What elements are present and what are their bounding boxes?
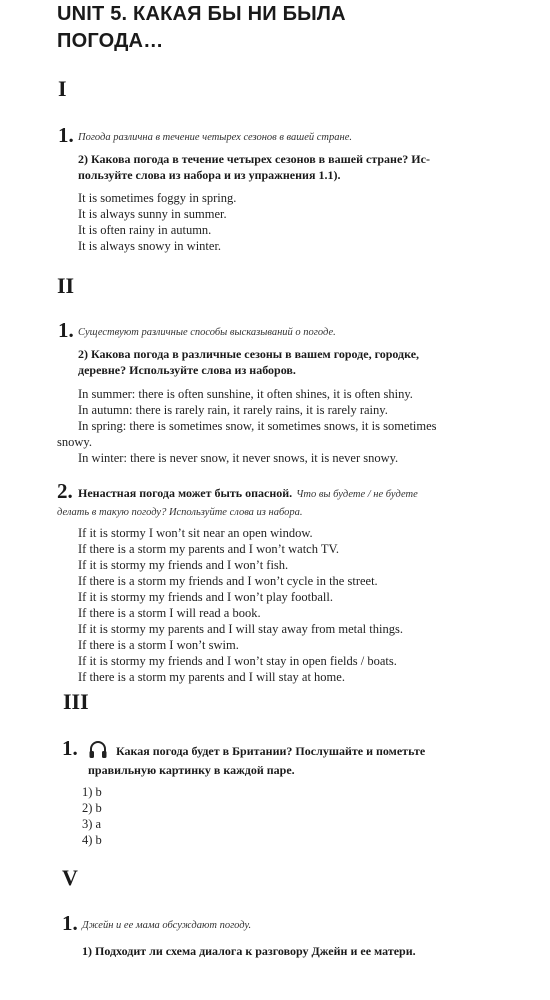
task-number: 1. — [58, 123, 74, 147]
task-instruction-bold: Ненастная погода может быть опасной. — [78, 486, 293, 500]
sub-question-line2: пользуйте слова из набора и из упражнения 1.1). — [78, 168, 341, 182]
answer-line: In winter: there is never snow, it never snows, it is never snowy. — [78, 451, 399, 465]
answer-line: If there is a storm my friends and I won’t cycle in the street. — [78, 574, 378, 588]
answer-list — [78, 190, 236, 254]
answer-line: It is sometimes foggy in spring. — [78, 191, 237, 205]
sub-question — [78, 346, 483, 378]
answer-line: In autumn: there is rarely rain, it rarely rains, it is rarely rainy. — [78, 403, 388, 417]
answer-line: If it is stormy my friends and I won’t stay in open fields / boats. — [78, 654, 397, 668]
answer-line: 4) b — [82, 833, 102, 847]
answer-line: 2) b — [82, 801, 102, 815]
answer-line: It is always sunny in summer. — [78, 207, 227, 221]
answer-list — [82, 784, 102, 848]
answer-line: If it is stormy I won’t sit near an open window. — [78, 526, 313, 540]
task-number: 1. — [58, 318, 74, 342]
answer-line: It is always snowy in winter. — [78, 239, 222, 253]
answer-line: snowy. — [57, 435, 92, 449]
unit-title-line1: UNIT 5. КАКАЯ БЫ НИ БЫЛА — [57, 3, 346, 25]
task-question-line2: правильную картинку в каждой паре. — [88, 763, 295, 777]
sub-question-line1: 2) Какова погода в течение четырех сезонов в вашей стране? Ис- — [78, 152, 430, 166]
unit-title-line2: ПОГОДА… — [57, 30, 164, 52]
unit-title — [57, 1, 497, 55]
answer-list — [57, 386, 482, 466]
task-number: 1. — [62, 911, 78, 935]
answer-line: 3) a — [82, 817, 102, 831]
task-instruction-line2: делать в такую погоду? Используйте слова из набора. — [57, 507, 303, 518]
task-number: 1. — [62, 736, 78, 760]
sub-question: 1) Подходит ли схема диалога к разговору Джейн и ее матери. — [82, 944, 416, 958]
section-heading-v: V — [62, 865, 78, 890]
answer-line: If it is stormy my friends and I won’t fish. — [78, 558, 289, 572]
answer-list — [78, 525, 403, 685]
answer-line: If there is a storm my parents and I won’t watch TV. — [78, 542, 340, 556]
task-instruction — [57, 484, 483, 519]
task-instruction: Джейн и ее мама обсуждают погоду. — [82, 920, 252, 931]
task-instruction-italic: Что вы будете / не будете — [296, 489, 418, 500]
task-question-line1: Какая погода будет в Британии? Послушайте и пометьте — [116, 744, 426, 758]
answer-line: If there is a storm my parents and I will stay at home. — [78, 670, 345, 684]
task-instruction: Существуют различные способы высказываний о погоде. — [78, 327, 336, 338]
answer-line: In summer: there is often sunshine, it often shines, it is often shiny. — [78, 387, 413, 401]
sub-question — [78, 151, 483, 183]
section-heading-ii: II — [57, 273, 75, 298]
headphones-icon — [88, 741, 108, 759]
answer-line: 1) b — [82, 785, 102, 799]
sub-question-line1: 2) Какова погода в различные сезоны в вашем городе, городке, — [78, 347, 420, 361]
task-number: 2. — [57, 479, 73, 503]
answer-line: If it is stormy my parents and I will stay away from metal things. — [78, 622, 403, 636]
sub-question-line2: деревне? Используйте слова из наборов. — [78, 363, 296, 377]
answer-line: It is often rainy in autumn. — [78, 223, 212, 237]
answer-line: In spring: there is sometimes snow, it sometimes snows, it is sometimes — [78, 419, 437, 433]
task-question — [88, 741, 486, 778]
section-heading-iii: III — [63, 689, 89, 714]
section-heading-i: I — [58, 76, 67, 101]
answer-line: If there is a storm I won’t swim. — [78, 638, 239, 652]
task-instruction: Погода различна в течение четырех сезонов в вашей стране. — [78, 132, 352, 143]
answer-line: If it is stormy my friends and I won’t play football. — [78, 590, 333, 604]
answer-line: If there is a storm I will read a book. — [78, 606, 261, 620]
